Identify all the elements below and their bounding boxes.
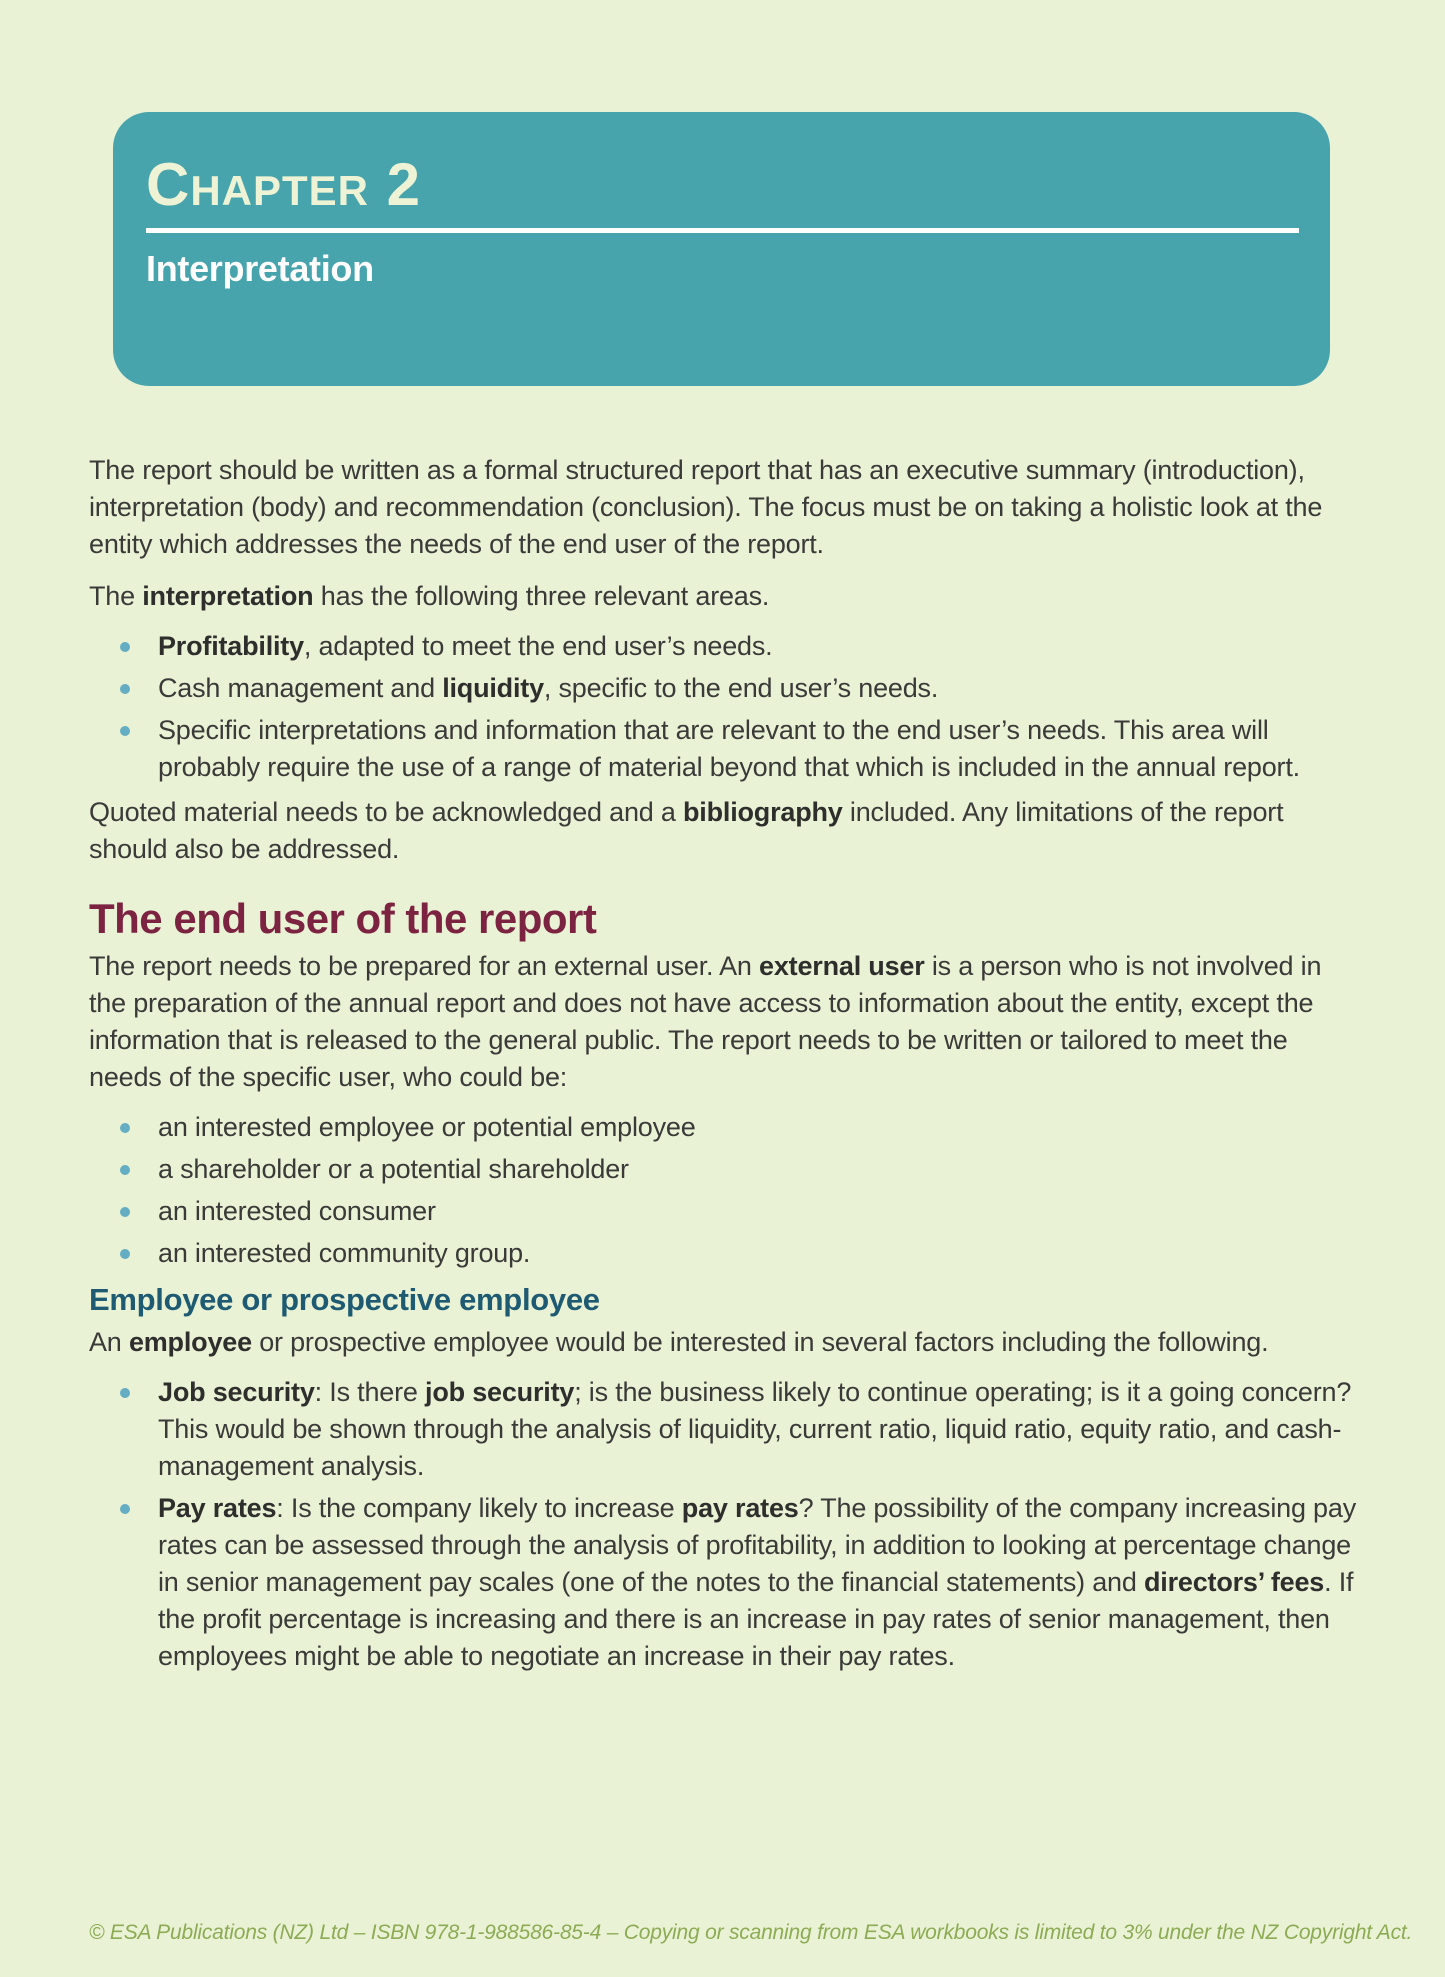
subsection-heading-employee: Employee or prospective employee (89, 1282, 600, 1317)
bullet-icon (120, 1123, 130, 1133)
list-item (89, 1235, 1357, 1272)
user-types-bullet-list (89, 1109, 1357, 1272)
areas-lead-paragraph: The interpretation has the following three relevant areas. (89, 581, 770, 611)
list-item-text: Pay rates: Is the company likely to increase pay rates? The possibility of the company increasing pay rates can be assessed through the analysis of profitability, in addition to looking at percentage change in senior management pay scales (one of the notes to the financial statements) and directors’ fees. If the profit percentage is increasing and there is an increase in pay rates of senior management, then employees might be able to negotiate an increase in their pay rates. (158, 1493, 1356, 1671)
list-item-text: Cash management and liquidity, specific to the end user’s needs. (158, 673, 939, 703)
end-user-paragraph: The report needs to be prepared for an external user. An external user is a person who is not involved in the preparation of the annual report and does not have access to information about the entity, except the information that is released to the general public. The report needs to be written or tailored to meet the needs of the specific user, who could be: (89, 951, 1322, 1092)
quoted-material-paragraph: Quoted material needs to be acknowledged and a bibliography included. Any limitations of the report should also be addressed. (89, 797, 1284, 864)
bullet-icon (120, 1249, 130, 1259)
section-heading-end-user: The end user of the report (89, 895, 597, 942)
list-item (89, 628, 1357, 665)
list-item-text: an interested employee or potential employee (158, 1112, 696, 1142)
bullet-icon (120, 1165, 130, 1175)
list-item-text: Job security: Is there job security; is the business likely to continue operating; is it a going concern? This would be shown through the analysis of liquidity, current ratio, liquid ratio, equity ratio, and cash-management analysis. (158, 1377, 1352, 1481)
employee-factors-bullet-list (89, 1374, 1357, 1675)
list-item (89, 1374, 1357, 1485)
list-item-text: a shareholder or a potential shareholder (158, 1154, 629, 1184)
list-item (89, 1109, 1357, 1146)
bullet-icon (120, 1388, 130, 1398)
list-item-text: an interested community group. (158, 1238, 531, 1268)
employee-paragraph: An employee or prospective employee would be interested in several factors including the following. (89, 1327, 1269, 1357)
bullet-icon (120, 1207, 130, 1217)
areas-bullet-list (89, 628, 1357, 786)
list-item-text: Specific interpretations and information that are relevant to the end user’s needs. This area will probably require the use of a range of material beyond that which is included in the annual report. (158, 715, 1300, 782)
list-item-text: an interested consumer (158, 1196, 436, 1226)
bullet-icon (120, 642, 130, 652)
list-item (89, 1151, 1357, 1188)
chapter-divider (146, 228, 1299, 233)
bullet-icon (120, 726, 130, 736)
chapter-title: Chapter 2 (146, 151, 422, 218)
list-item (89, 712, 1357, 786)
list-item-text: Profitability, adapted to meet the end user’s needs. (158, 631, 773, 661)
copyright-footer: © ESA Publications (NZ) Ltd – ISBN 978-1-988586-85-4 – Copying or scanning from ESA workbooks is limited to 3% under the NZ Copyright Act. (89, 1921, 1413, 1944)
list-item (89, 1193, 1357, 1230)
chapter-subtitle: Interpretation (146, 248, 374, 290)
list-item (89, 1490, 1357, 1675)
chapter-header-box (113, 112, 1330, 386)
main-content (89, 452, 1357, 1683)
bullet-icon (120, 684, 130, 694)
intro-paragraph: The report should be written as a formal structured report that has an executive summary (introduction), interpretation (body) and recommendation (conclusion). The focus must be on taking a holistic look at the entity which addresses the needs of the end user of the report. (89, 455, 1323, 559)
bullet-icon (120, 1504, 130, 1514)
list-item (89, 670, 1357, 707)
